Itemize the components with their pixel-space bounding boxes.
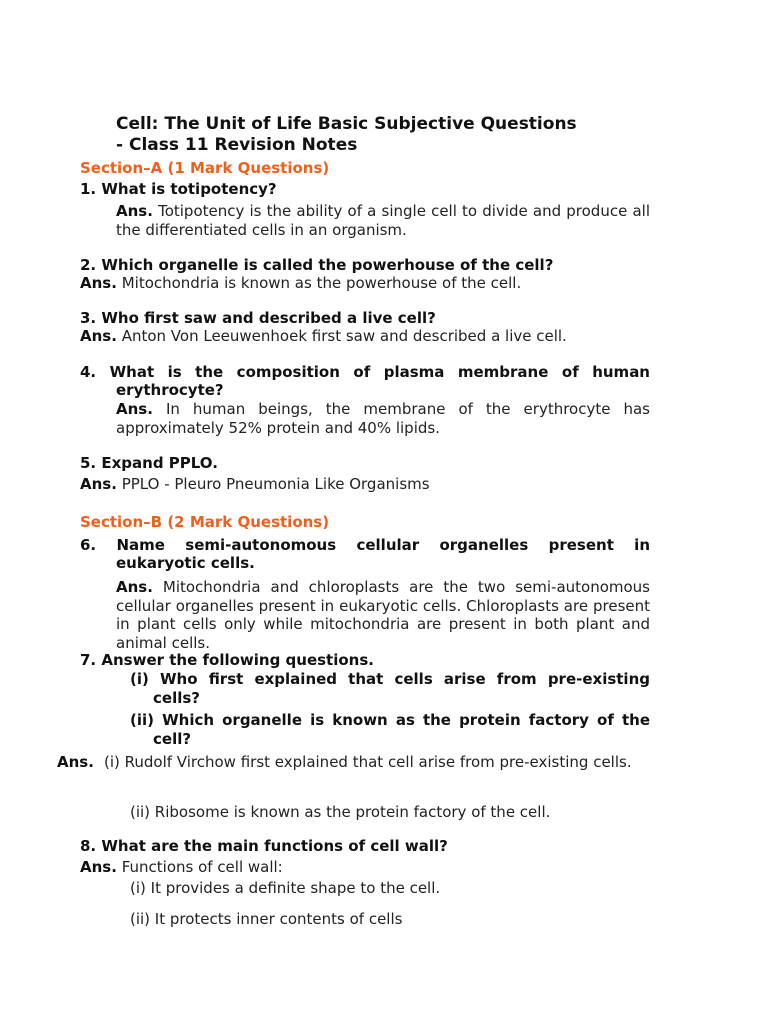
question-text: What are the main functions of cell wall?	[101, 837, 448, 855]
question-7	[80, 651, 374, 669]
answer-label: Ans.	[80, 327, 117, 345]
question-text: What is totipotency?	[101, 180, 277, 198]
answer-7-i: (i) Rudolf Virchow first explained that cell arise from pre-existing cells.	[104, 753, 632, 771]
answer-7-ii: (ii) Ribosome is known as the protein factory of the cell.	[130, 803, 551, 821]
section-a-heading: Section–A (1 Mark Questions)	[80, 159, 330, 177]
section-b-heading: Section–B (2 Mark Questions)	[80, 513, 330, 531]
sub-question-text: Who first explained that cells arise from pre-existing cells?	[153, 670, 650, 707]
answer-3	[80, 327, 670, 346]
question-number: 2.	[80, 256, 97, 274]
question-4	[80, 363, 650, 399]
sub-question-number: (ii)	[130, 711, 154, 729]
question-number: 7.	[80, 651, 97, 669]
question-text: Expand PPLO.	[101, 454, 218, 472]
question-6	[80, 536, 650, 572]
answer-5	[80, 475, 660, 494]
question-5	[80, 454, 218, 472]
answer-label: Ans.	[116, 202, 153, 220]
answer-label: Ans.	[80, 274, 117, 292]
title-line-1: Cell: The Unit of Life Basic Subjective Questions	[116, 114, 577, 134]
answer-text: Mitochondria is known as the powerhouse of the cell.	[121, 274, 522, 292]
answer-text: Totipotency is the ability of a single cell to divide and produce all the differentiated cells in an organism.	[116, 202, 650, 239]
answer-4	[116, 400, 650, 437]
question-text: What is the composition of plasma membrane of human erythrocyte?	[109, 363, 650, 399]
answer-8	[80, 858, 660, 877]
question-number: 3.	[80, 309, 97, 327]
answer-text: In human beings, the membrane of the erythrocyte has approximately 52% protein and 40% lipids.	[116, 400, 650, 437]
question-text: Who first saw and described a live cell?	[101, 309, 436, 327]
sub-question-text: Which organelle is known as the protein factory of the cell?	[153, 711, 650, 748]
question-text: Which organelle is called the powerhouse of the cell?	[101, 256, 554, 274]
answer-text: Functions of cell wall:	[121, 858, 283, 876]
question-number: 4.	[80, 363, 97, 381]
answer-label: Ans.	[80, 475, 117, 493]
answer-label: Ans.	[57, 753, 94, 771]
question-number: 5.	[80, 454, 97, 472]
question-number: 8.	[80, 837, 97, 855]
answer-text: Anton Von Leeuwenhoek first saw and described a live cell.	[121, 327, 567, 345]
answer-text: Mitochondria and chloroplasts are the two semi-autonomous cellular organelles present in eukaryotic cells. Chloroplasts are present in plant cells only while mitochondria are present in both plant and animal cells.	[116, 578, 650, 652]
question-number: 6.	[80, 536, 97, 554]
answer-label: Ans.	[80, 858, 117, 876]
answer-6	[116, 578, 650, 652]
sub-question-number: (i)	[130, 670, 149, 688]
question-text: Name semi-autonomous cellular organelles present in eukaryotic cells.	[116, 536, 650, 572]
answer-text: PPLO - Pleuro Pneumonia Like Organisms	[121, 475, 430, 493]
answer-8-point-ii: (ii) It protects inner contents of cells	[130, 910, 403, 928]
question-1	[80, 180, 277, 198]
question-8	[80, 837, 448, 855]
title-line-2: - Class 11 Revision Notes	[116, 135, 358, 155]
sub-question-7-i	[130, 670, 650, 708]
page-title	[116, 114, 676, 156]
answer-label: Ans.	[116, 578, 153, 596]
question-3	[80, 309, 436, 327]
question-number: 1.	[80, 180, 97, 198]
question-text: Answer the following questions.	[101, 651, 374, 669]
answer-label: Ans.	[116, 400, 153, 418]
answer-8-point-i: (i) It provides a definite shape to the cell.	[130, 879, 441, 897]
answer-1	[116, 202, 650, 239]
answer-2	[80, 274, 660, 293]
sub-question-7-ii	[130, 711, 650, 749]
question-2	[80, 256, 553, 274]
